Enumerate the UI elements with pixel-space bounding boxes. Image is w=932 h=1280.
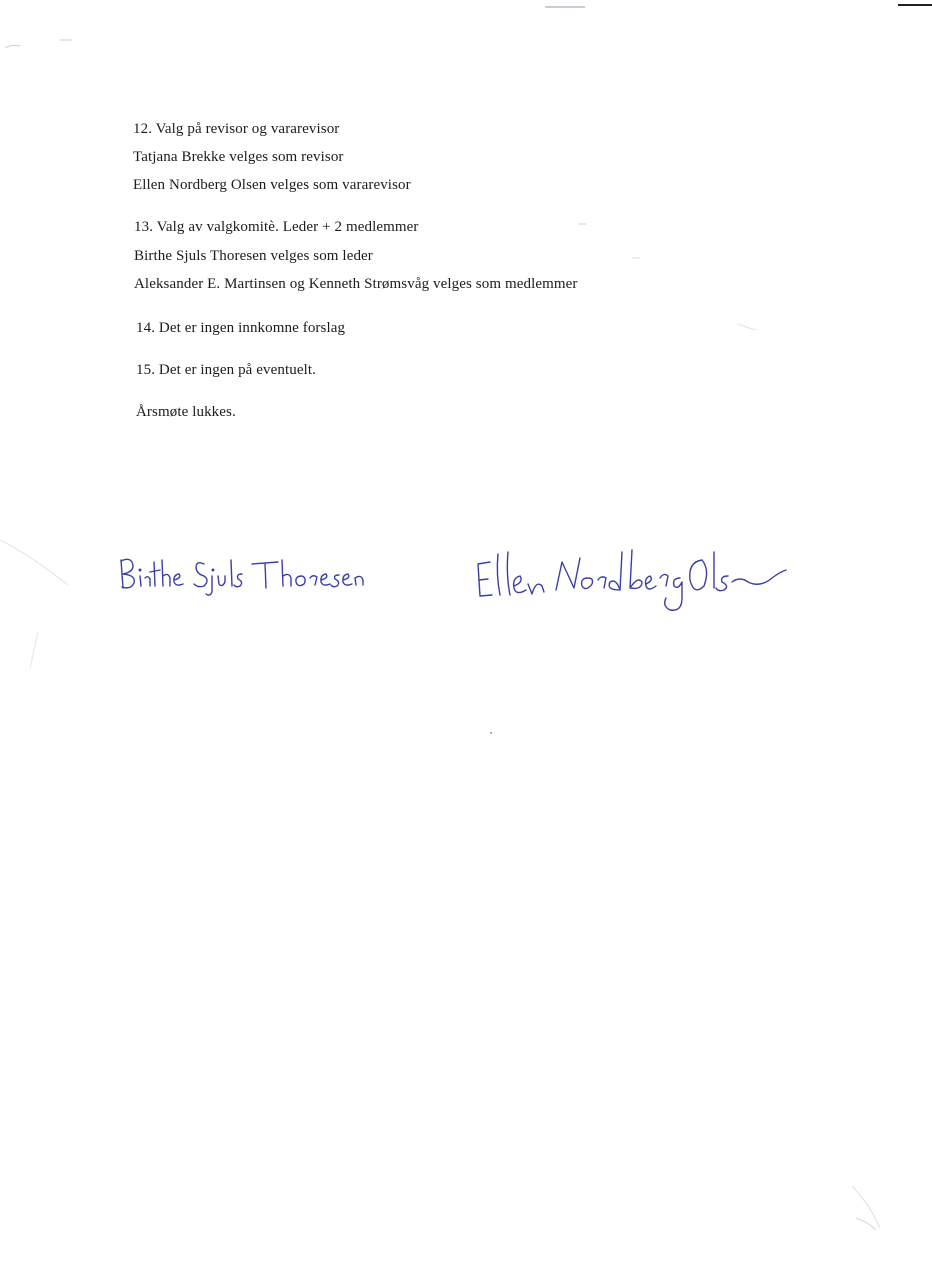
item-15-heading: 15. Det er ingen på eventuelt.	[136, 362, 317, 378]
item-14-heading: 14. Det er ingen innkomne forslag	[136, 320, 346, 336]
item-12-line-1: Tatjana Brekke velges som revisor	[133, 149, 344, 165]
item-13-heading: 13. Valg av valgkomitè. Leder + 2 medlemmer	[134, 219, 419, 235]
item-13-line-2: Aleksander E. Martinsen og Kenneth Strømsvåg velges som medlemmer	[134, 276, 578, 292]
item-13-line-1: Birthe Sjuls Thoresen velges som leder	[134, 248, 373, 264]
closing-statement: Årsmøte lukkes.	[136, 404, 236, 420]
signature-ellen	[470, 540, 790, 620]
item-12-heading: 12. Valg på revisor og vararevisor	[133, 121, 340, 137]
signature-birthe	[112, 548, 372, 598]
item-12-line-2: Ellen Nordberg Olsen velges som vararevisor	[133, 177, 411, 193]
